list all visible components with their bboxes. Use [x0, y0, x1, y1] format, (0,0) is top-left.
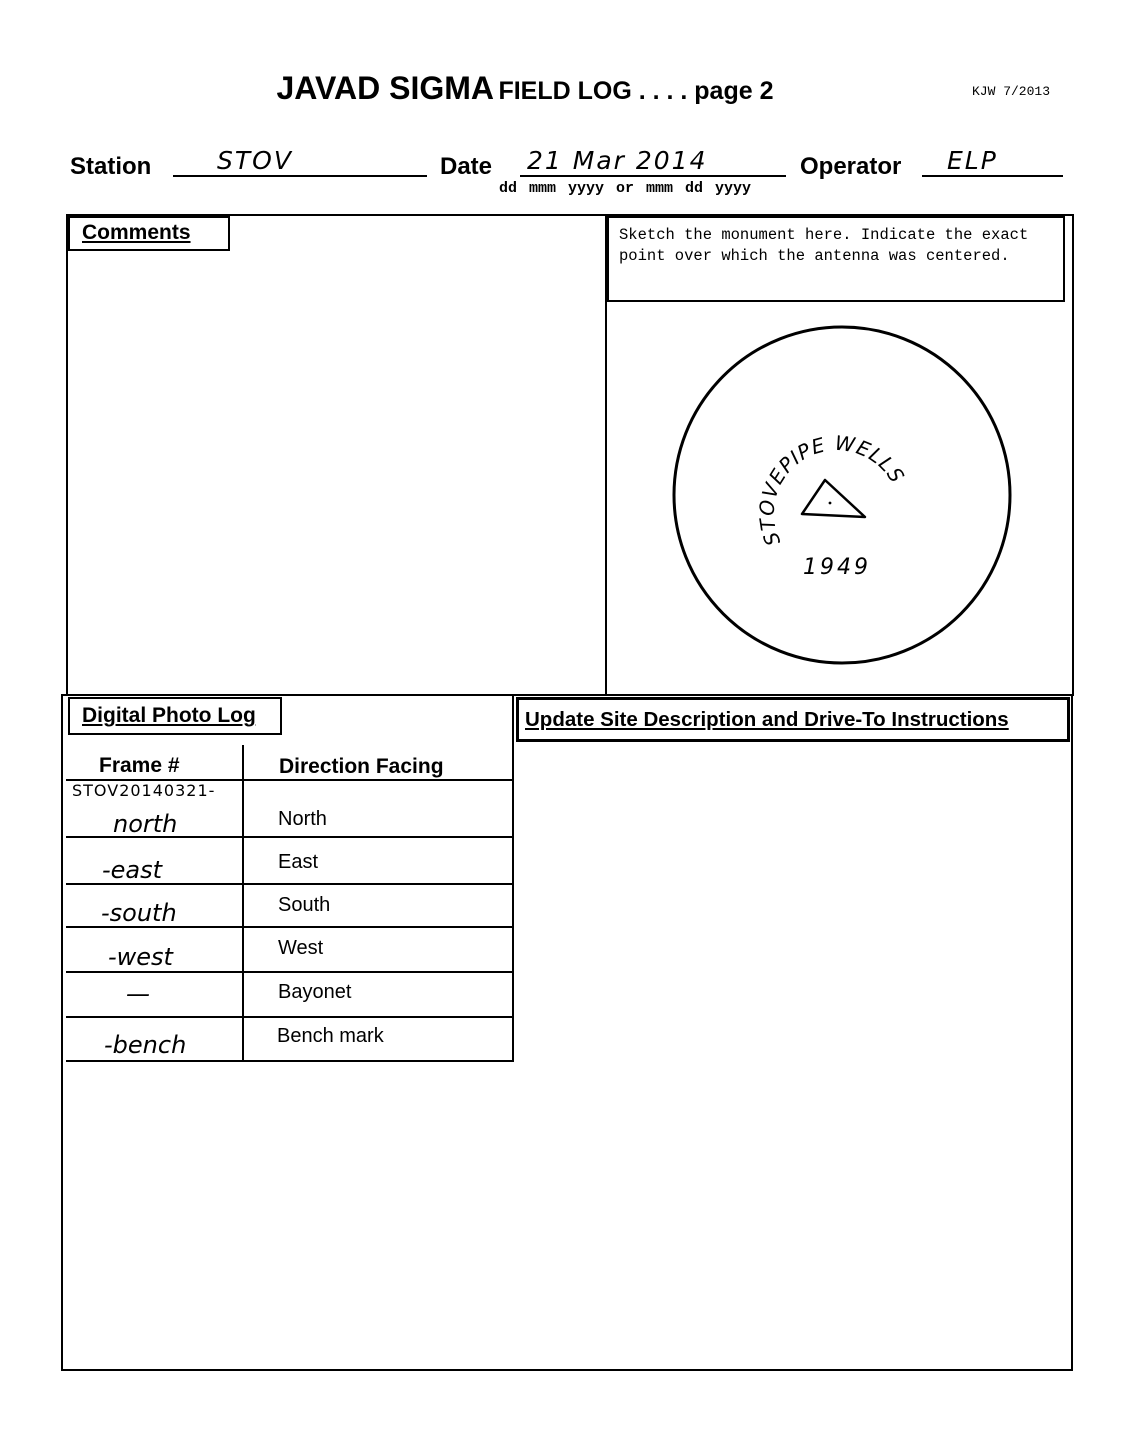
revision-label: KJW 7/2013 — [972, 84, 1051, 99]
direction-cell: West — [278, 937, 324, 959]
title-main: JAVAD SIGMA — [276, 70, 494, 106]
frame-prefix: STOV20140321- — [72, 781, 216, 800]
monument-sketch[interactable] — [607, 302, 1072, 694]
sketch-instructions: Sketch the monument here. Indicate the exact point over which the antenna was centered. — [607, 216, 1065, 302]
title-rest: FIELD LOG . . . . page 2 — [498, 77, 774, 105]
monument-arc-textpath: STOVEPIPE WELLS — [754, 430, 910, 550]
row-divider — [66, 836, 514, 838]
direction-cell: North — [278, 808, 327, 830]
site-description-continued-area[interactable] — [66, 1066, 1066, 1364]
direction-cell: South — [278, 894, 331, 916]
monument-arc-text — [754, 431, 909, 550]
frame-cell[interactable]: — — [126, 980, 150, 1008]
frame-cell[interactable]: -bench — [104, 1031, 187, 1059]
comments-heading — [68, 216, 230, 251]
date-format-hint: dd mmm yyyy or mmm dd yyyy — [499, 180, 752, 197]
frame-cell[interactable]: north — [113, 810, 178, 838]
comments-area[interactable] — [75, 258, 595, 688]
station-value[interactable]: STOV — [217, 146, 293, 175]
page-title — [0, 70, 1050, 107]
photo-log-right-border — [512, 694, 514, 1062]
row-divider — [66, 971, 514, 973]
row-divider — [66, 883, 514, 885]
station-label: Station — [70, 153, 152, 180]
row-divider — [66, 926, 514, 928]
operator-label: Operator — [800, 153, 902, 180]
site-description-area[interactable] — [520, 748, 1065, 1058]
direction-cell: Bayonet — [278, 981, 352, 1003]
antenna-center-point — [829, 502, 832, 505]
operator-value[interactable]: ELP — [947, 146, 998, 175]
direction-cell: Bench mark — [277, 1025, 384, 1047]
frame-cell[interactable]: -west — [108, 943, 173, 971]
station-underline — [173, 175, 427, 177]
date-underline — [520, 175, 786, 177]
photo-log-heading-text: Digital Photo Log — [82, 704, 256, 727]
photo-log-heading — [68, 697, 282, 735]
monument-triangle — [802, 480, 865, 517]
row-divider — [66, 1016, 514, 1018]
direction-cell: East — [278, 851, 319, 873]
comments-heading-text: Comments — [82, 221, 191, 244]
site-description-heading-text: Update Site Description and Drive-To Instructions — [525, 708, 1009, 731]
col-direction-header: Direction Facing — [279, 755, 444, 778]
operator-underline — [922, 175, 1063, 177]
photo-log-column-divider — [242, 745, 244, 1062]
frame-cell[interactable]: -south — [101, 899, 177, 927]
col-frame-header: Frame # — [99, 754, 180, 777]
site-description-heading — [516, 697, 1070, 742]
frame-cell[interactable]: -east — [102, 856, 163, 884]
date-label: Date — [440, 153, 493, 180]
monument-year: 1949 — [803, 555, 871, 580]
date-value[interactable]: 21 Mar 2014 — [527, 146, 708, 175]
row-divider — [66, 1060, 514, 1062]
